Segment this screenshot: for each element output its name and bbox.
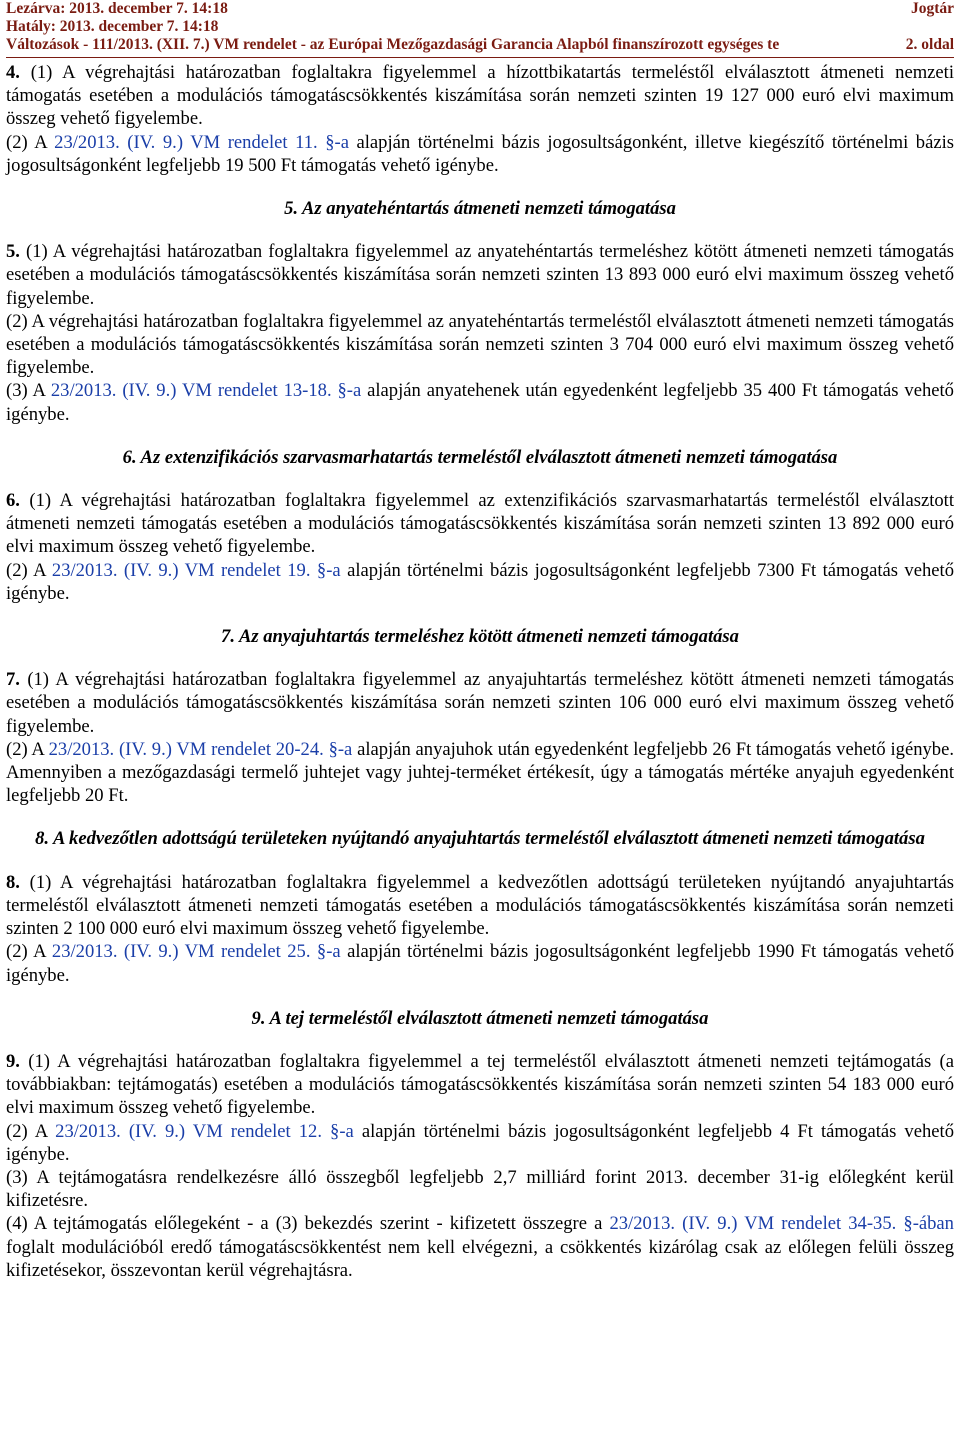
changes-title: Változások - 111/2013. (XII. 7.) VM rendelet - az Európai Mezőgazdasági Garancia Alapból finanszírozott egységes te — [6, 36, 780, 53]
paragraph-text: (1) A végrehajtási határozatban foglaltakra figyelemmel a hízottbikatartás termeléstől elválasztott átmeneti nemzeti támogatás esetében a modulációs támogatáscsökkentés kiszámítása során nemzeti szinten 19 127 000 euró elvi maximum összeg vehető figyelembe. — [6, 62, 954, 130]
paragraph-6-2 — [6, 559, 954, 605]
paragraph-text: (4) A tejtámogatás előlegeként - a (3) bekezdés szerint - kifizetett összegre a — [6, 1213, 610, 1235]
section-link[interactable]: §-a — [316, 559, 341, 581]
paragraph-text: (1) A végrehajtási határozatban foglaltakra figyelemmel az anyatehéntartás termeléshez kötött átmeneti nemzeti támogatás esetében a modulációs támogatáscsökkentés kiszámítása során nemzeti szinten 13 893 000 euró elvi maximum összeg vehető figyelembe. — [6, 241, 954, 309]
paragraph-text: (1) A végrehajtási határozatban foglaltakra figyelemmel a kedvezőtlen adottságú területeken nyújtandó anyajuhtartás termeléstől elválasztott átmeneti nemzeti támogatás esetében a modulációs támogatáscsökkentés kiszámítása során nemzeti szinten 2 100 000 euró elvi maximum összeg vehető figyelembe. — [6, 871, 954, 940]
paragraph-5-1 — [6, 240, 954, 310]
section-title-9: 9. A tej termeléstől elválasztott átmeneti nemzeti támogatása — [251, 1007, 709, 1029]
section-title-5: 5. Az anyatehéntartás átmeneti nemzeti támogatása — [284, 198, 676, 220]
regulation-link[interactable]: 23/2013. (IV. 9.) VM rendelet 19. — [51, 559, 311, 581]
section-number: 9. — [6, 1050, 20, 1072]
section-link[interactable]: §-a — [316, 941, 341, 963]
paragraph-text: alapján anyajuhok után egyedenként legfeljebb 26 Ft támogatás vehető igénybe. Amennyiben a mezőgazdasági termelő juhtejet vagy juhtej-terméket értékesít, úgy a támogatás mértéke anyajuh egyedenként legfeljebb 20 Ft. — [6, 738, 955, 807]
regulation-link[interactable]: 23/2013. (IV. 9.) VM rendelet 34-35. — [609, 1213, 897, 1235]
section-title-6: 6. Az extenzifikációs szarvasmarhatartás termeléstől elválasztott átmeneti nemzeti támogatása — [122, 446, 838, 468]
paragraph-8-1 — [6, 871, 954, 941]
paragraph-9-4 — [6, 1212, 954, 1282]
paragraph-7-1 — [6, 668, 954, 738]
paragraph-text: alapján történelmi bázis jogosultságonként legfeljebb 1990 Ft támogatás vehető igénybe. — [6, 941, 954, 986]
paragraph-9-2 — [6, 1120, 954, 1166]
page-number: 2. oldal — [905, 36, 954, 53]
section-number: 5. — [6, 241, 20, 263]
regulation-link[interactable]: 23/2013. (IV. 9.) VM rendelet 11. — [54, 131, 318, 153]
document-body — [6, 61, 954, 1282]
page-header — [6, 0, 954, 54]
section-link[interactable]: §-a — [325, 131, 349, 153]
section-title-8: 8. A kedvezőtlen adottságú területeken nyújtandó anyajuhtartás termeléstől elválasztott átmeneti nemzeti támogatása — [35, 828, 925, 850]
regulation-link[interactable]: 23/2013. (IV. 9.) VM rendelet 20-24. — [48, 738, 324, 760]
effective-date: Hatály: 2013. december 7. 14:18 — [6, 18, 219, 35]
paragraph-text: (2) A — [6, 131, 55, 153]
paragraph-text: (2) A — [6, 559, 52, 581]
section-title-7: 7. Az anyajuhtartás termeléshez kötött átmeneti nemzeti támogatása — [221, 626, 739, 648]
paragraph-4-1 — [6, 61, 954, 131]
paragraph-text: alapján történelmi bázis jogosultságonként legfeljebb 4 Ft támogatás vehető igénybe. — [6, 1120, 954, 1165]
paragraph-4-2 — [6, 131, 954, 177]
regulation-link[interactable]: 23/2013. (IV. 9.) VM rendelet 13-18. — [50, 380, 332, 402]
paragraph-text: (2) A — [6, 941, 52, 963]
lock-date: Lezárva: 2013. december 7. 14:18 — [6, 0, 228, 17]
paragraph-text: alapján történelmi bázis jogosultságonként legfeljebb 7300 Ft támogatás vehető igénybe. — [6, 559, 954, 604]
section-link[interactable]: §-a — [330, 1120, 354, 1142]
paragraph-text: foglalt modulációból eredő támogatáscsökkentést nem kell elvégezni, a csökkentés kizárólag csak az előlegen felüli összeg kifizetésekor, összevontan kerül végrehajtásra. — [6, 1236, 954, 1281]
paragraph-text: (3) A — [6, 380, 51, 402]
paragraph-text: (2) A — [6, 1120, 56, 1142]
paragraph-text: (1) A végrehajtási határozatban foglaltakra figyelemmel a tej termeléstől elválasztott átmeneti nemzeti tejtámogatás (a továbbiakban: tejtámogatás) esetében a modulációs támogatáscsökkentés kiszámítása során nemzeti szinten 54 183 000 euró elvi maximum összeg vehető figyelembe. — [6, 1050, 954, 1119]
paragraph-5-3 — [6, 379, 954, 425]
regulation-link[interactable]: 23/2013. (IV. 9.) VM rendelet 25. — [51, 941, 311, 963]
paragraph-text: alapján történelmi bázis jogosultságonként, illetve kiegészítő történelmi bázis jogosultságonként legfeljebb 19 500 Ft támogatás vehető igénybe. — [6, 131, 954, 176]
paragraph-8-2 — [6, 940, 954, 986]
paragraph-5-2: (2) A végrehajtási határozatban foglaltakra figyelemmel az anyatehéntartás termeléstől elválasztott átmeneti nemzeti támogatás esetében a modulációs támogatáscsökkentés kiszámítása során nemzeti szinten 3 704 000 euró elvi maximum összeg vehető figyelembe. — [6, 310, 954, 379]
paragraph-9-3: (3) A tejtámogatásra rendelkezésre álló összegből legfeljebb 2,7 milliárd forint 2013. december 31-ig előlegként kerül kifizetésre. — [6, 1166, 954, 1212]
paragraph-9-1 — [6, 1050, 954, 1120]
section-link[interactable]: §-a — [337, 380, 362, 402]
paragraph-text: alapján anyatehenek után egyedenként legfeljebb 35 400 Ft támogatás vehető igénybe. — [6, 380, 954, 425]
regulation-link[interactable]: 23/2013. (IV. 9.) VM rendelet 12. — [55, 1120, 322, 1142]
paragraph-7-2 — [6, 738, 954, 808]
section-link[interactable]: §-a — [328, 738, 353, 760]
paragraph-6-1 — [6, 489, 954, 559]
section-number: 4. — [6, 62, 20, 83]
section-number: 6. — [6, 490, 20, 512]
section-link[interactable]: §-ában — [903, 1213, 954, 1235]
brand-label: Jogtár — [910, 0, 954, 17]
header-divider — [6, 57, 954, 58]
paragraph-text: (2) A — [6, 738, 49, 760]
section-number: 8. — [6, 871, 20, 893]
paragraph-text: (1) A végrehajtási határozatban foglaltakra figyelemmel az extenzifikációs szarvasmarhatartás termeléstől elválasztott átmeneti nemzeti támogatás esetében a modulációs támogatáscsökkentés kiszámítása során nemzeti szinten 13 892 000 euró elvi maximum összeg vehető figyelembe. — [6, 490, 954, 558]
paragraph-text: (1) A végrehajtási határozatban foglaltakra figyelemmel az anyajuhtartás termeléshez kötött átmeneti nemzeti támogatás esetében a modulációs támogatáscsökkentés kiszámítása során nemzeti szinten 106 000 euró elvi maximum összeg vehető figyelembe. — [6, 669, 954, 737]
section-number: 7. — [6, 669, 20, 691]
